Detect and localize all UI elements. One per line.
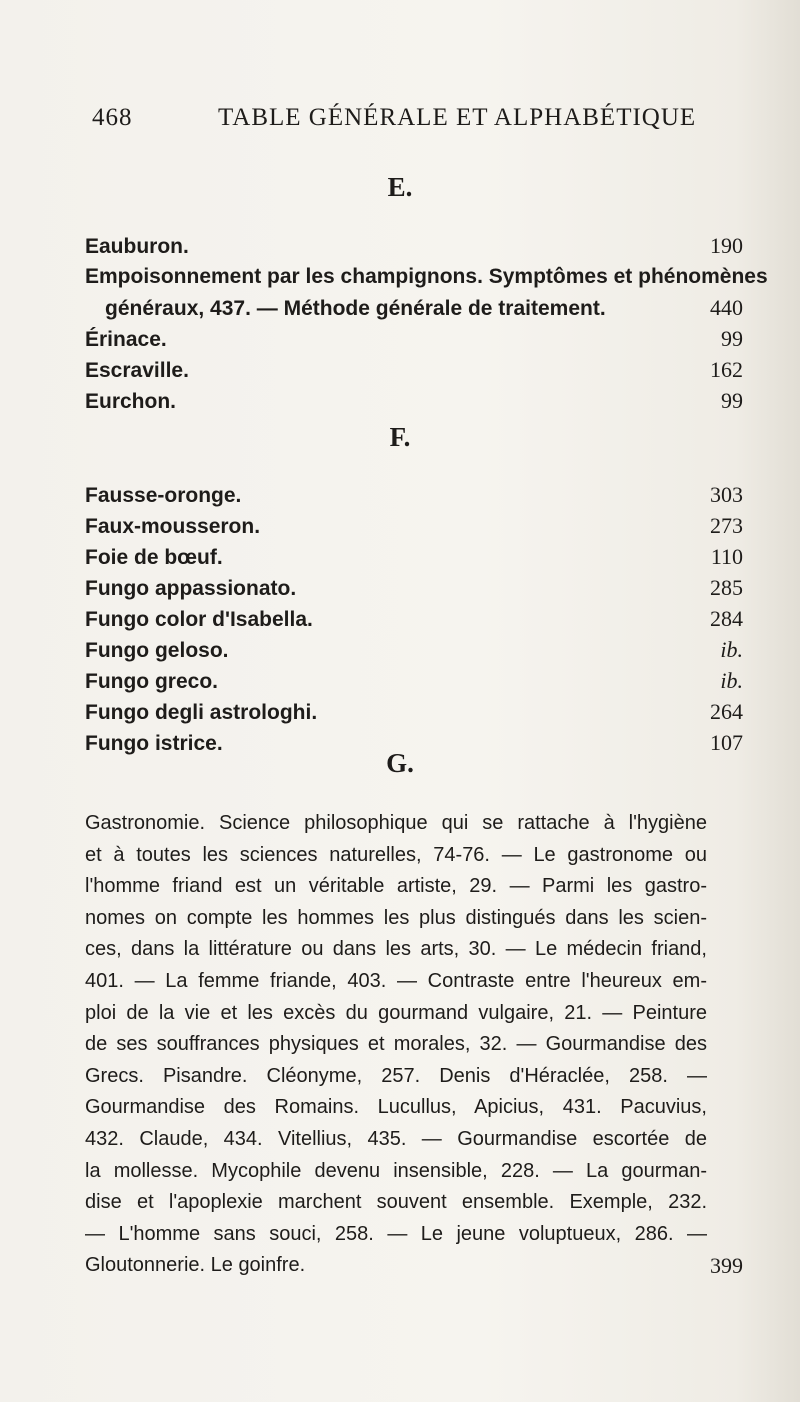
paragraph-line: dise et l'apoplexie marchent souvent ensemble. Exemple, 232.	[85, 1191, 707, 1214]
index-entry	[85, 541, 743, 572]
index-entry	[85, 479, 743, 510]
entry-term: Eurchon.	[85, 390, 177, 413]
entry-term: Fungo istrice.	[85, 732, 223, 755]
paragraph-line: 432. Claude, 434. Vitellius, 435. — Gourmandise escortée de	[85, 1127, 707, 1150]
entry-page: 99	[721, 326, 743, 351]
entry-term: Fungo greco.	[85, 670, 218, 693]
section-letter-f: F.	[389, 422, 411, 452]
paragraph-line: Gloutonnerie. Le goinfre.	[85, 1254, 306, 1277]
paragraph-line: ces, dans la littérature ou dans les arts, 30. — Le médecin friand,	[85, 938, 707, 961]
paragraph-line: de ses souffrances physiques et morales, 32. — Gourmandise des	[85, 1033, 707, 1056]
entry-term: Fungo geloso.	[85, 639, 229, 662]
section-letter-e: E.	[387, 172, 413, 202]
entry-term: Érinace.	[85, 328, 167, 351]
index-entry	[85, 323, 743, 354]
running-header	[92, 104, 738, 144]
entry-page: 440	[710, 295, 743, 320]
paragraph-line: Gastronomie. Science philosophique qui se rattache à l'hygiène	[85, 812, 707, 834]
entry-term: Escraville.	[85, 359, 189, 382]
section-letter-g: G.	[386, 748, 414, 778]
entry-page: 399	[710, 1253, 743, 1279]
index-entry	[85, 696, 743, 727]
entry-page: 273	[710, 513, 743, 538]
entry-term: Fungo degli astrologhi.	[85, 701, 318, 724]
paragraph-line: Gourmandise des Romains. Lucullus, Apicius, 431. Pacuvius,	[85, 1096, 707, 1119]
section-e-entries	[85, 230, 768, 416]
index-entry	[85, 354, 743, 385]
paragraph-line: ploi de la vie et les excès du gourmand vulgaire, 21. — Peinture	[85, 1001, 707, 1024]
index-entry	[85, 385, 743, 416]
entry-term: Faux-mousseron.	[85, 515, 261, 538]
page-number: 468	[92, 104, 133, 131]
index-entry	[85, 261, 768, 323]
entry-page: 107	[710, 730, 743, 755]
entry-page: 190	[710, 233, 743, 258]
entry-term: Fungo appassionato.	[85, 577, 297, 600]
entry-page: 264	[710, 699, 743, 724]
paragraph-line: la mollesse. Mycophile devenu insensible, 228. — La gourman-	[85, 1159, 707, 1182]
entry-page: 110	[710, 544, 743, 569]
paragraph-line: 401. — La femme friande, 403. — Contraste entre l'heureux em-	[85, 969, 707, 992]
entry-term: Fausse-oronge.	[85, 484, 242, 507]
index-entry	[85, 634, 743, 665]
paragraph-line: Grecs. Pisandre. Cléonyme, 257. Denis d'Héraclée, 258. —	[85, 1064, 707, 1087]
entry-term: généraux, 437. — Méthode générale de traitement.	[105, 297, 606, 320]
entry-page: 285	[710, 575, 743, 600]
entry-page: 284	[710, 606, 743, 631]
paragraph-line: nomes on compte les hommes les plus distingués dans les scien-	[85, 906, 707, 929]
index-entry	[85, 572, 743, 603]
paragraph-last-line	[85, 1250, 743, 1282]
index-entry	[85, 665, 743, 696]
entry-term-line	[85, 261, 768, 292]
entry-page: 162	[710, 357, 743, 382]
section-g-paragraph	[85, 808, 743, 1282]
entry-page: ib.	[720, 668, 743, 693]
index-entry	[85, 230, 743, 261]
entry-page: 99	[721, 388, 743, 413]
entry-page: ib.	[720, 637, 743, 662]
section-f-entries	[85, 479, 743, 758]
entry-term: Eauburon.	[85, 235, 189, 258]
index-entry	[85, 510, 743, 541]
entry-term: Empoisonnement par les champignons. Symptômes et phénomènes	[85, 265, 768, 288]
paragraph-line: — L'homme sans souci, 258. — Le jeune voluptueux, 286. —	[85, 1222, 707, 1245]
entry-term: Foie de bœuf.	[85, 546, 223, 569]
entry-page: 303	[710, 482, 743, 507]
running-title: TABLE GÉNÉRALE ET ALPHABÉTIQUE	[218, 104, 697, 131]
index-entry	[85, 603, 743, 634]
entry-term-line	[85, 292, 743, 323]
entry-term: Fungo color d'Isabella.	[85, 608, 313, 631]
paragraph-line: et à toutes les sciences naturelles, 74-76. — Le gastronome ou	[85, 843, 707, 866]
paragraph-line: l'homme friand est un véritable artiste, 29. — Parmi les gastro-	[85, 875, 707, 898]
